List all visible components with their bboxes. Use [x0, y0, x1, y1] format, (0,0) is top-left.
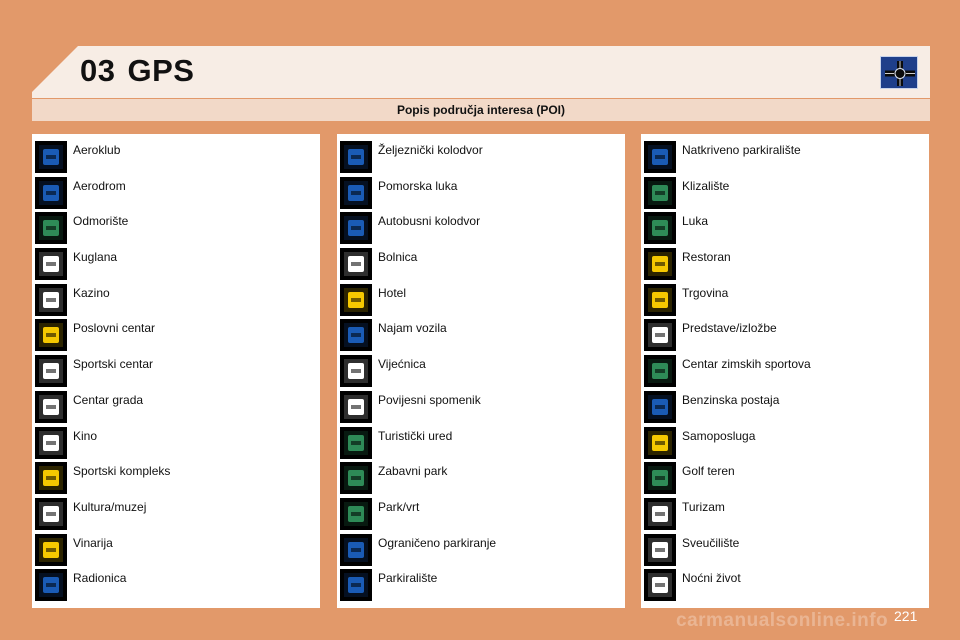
skating-icon [644, 177, 676, 209]
bus-icon [340, 212, 372, 244]
poi-item [337, 284, 625, 320]
ski-icon [644, 355, 676, 387]
chapter-heading [80, 53, 194, 89]
cards-icon [35, 284, 67, 316]
poi-item [641, 534, 929, 570]
sports-icon [35, 355, 67, 387]
bowling-icon [35, 248, 67, 280]
poi-label: Benzinska postaja [682, 392, 780, 407]
poi-label: Kultura/muzej [73, 499, 147, 514]
poi-label: Kuglana [73, 250, 118, 265]
poi-column-2 [337, 134, 625, 608]
poi-label: Radionica [73, 571, 127, 586]
poi-label: Sveučilište [682, 535, 740, 550]
poi-label: Turistički ured [378, 428, 453, 443]
poi-column-1 [32, 134, 320, 608]
parking-icon [340, 569, 372, 601]
poi-label: Vijećnica [378, 357, 426, 372]
poi-label: Samoposluga [682, 428, 756, 443]
poi-label: Predstave/izložbe [682, 321, 777, 336]
poi-label: Natkriveno parkiralište [682, 143, 801, 157]
nightlife-icon [644, 569, 676, 601]
plane-icon [35, 141, 67, 173]
poi-label: Klizalište [682, 178, 730, 193]
poi-item [32, 534, 320, 570]
poi-item [32, 427, 320, 463]
poi-item [641, 391, 929, 427]
poi-item [337, 319, 625, 355]
crossroads-icon [880, 56, 918, 89]
poi-label: Sportski centar [73, 357, 154, 372]
poi-label: Parkiralište [378, 571, 438, 586]
poi-label: Luka [682, 214, 709, 229]
poi-item [641, 498, 929, 534]
poi-label: Željeznički kolodvor [378, 143, 483, 157]
poi-label: Pomorska luka [378, 178, 458, 193]
poi-label: Centar zimskih sportova [682, 357, 811, 372]
info-icon [340, 427, 372, 459]
exhibition-icon [644, 319, 676, 351]
poi-item [32, 284, 320, 320]
hospital-icon [340, 248, 372, 280]
painting-icon [35, 498, 67, 530]
poi-item [337, 391, 625, 427]
cart-icon [644, 427, 676, 459]
poi-item [337, 534, 625, 570]
poi-label: Ograničeno parkiranje [378, 535, 497, 550]
poi-item [32, 569, 320, 605]
poi-label: Turizam [682, 499, 725, 514]
poi-item [641, 319, 929, 355]
cart-icon [644, 284, 676, 316]
poi-item [641, 141, 929, 177]
bottle-icon [35, 534, 67, 566]
camera-icon [644, 498, 676, 530]
poi-item [32, 498, 320, 534]
poi-label: Golf teren [682, 464, 735, 479]
poi-item [32, 141, 320, 177]
poi-item [337, 569, 625, 605]
poi-label: Autobusni kolodvor [378, 214, 481, 229]
poi-label: Zabavni park [378, 464, 448, 479]
watermark: carmanualsonline.info [676, 610, 889, 631]
poi-item [32, 212, 320, 248]
poi-column-3 [641, 134, 929, 608]
poi-item [641, 177, 929, 213]
poi-item [641, 569, 929, 605]
townhall-icon [340, 355, 372, 387]
poi-label: Noćni život [682, 571, 741, 586]
poi-label: Hotel [378, 285, 407, 300]
poi-item [337, 212, 625, 248]
poi-item [641, 248, 929, 284]
poi-label: Park/vrt [378, 499, 420, 514]
ship-icon [340, 177, 372, 209]
bed-icon [340, 284, 372, 316]
poi-item [32, 355, 320, 391]
anchor-icon [644, 212, 676, 244]
poi-label: Odmorište [73, 214, 129, 229]
poi-label: Poslovni centar [73, 321, 156, 336]
poi-item [337, 248, 625, 284]
chapter-title: GPS [127, 53, 195, 88]
poi-label: Kazino [73, 285, 110, 300]
poi-label: Centar grada [73, 392, 144, 407]
poi-item [32, 177, 320, 213]
poi-item [337, 355, 625, 391]
handshake-icon [35, 319, 67, 351]
poi-label: Sportski kompleks [73, 464, 171, 479]
poi-item [32, 391, 320, 427]
rest-area-icon [35, 212, 67, 244]
city-icon [35, 391, 67, 423]
parking-limited-icon [340, 534, 372, 566]
cutlery-icon [644, 248, 676, 280]
poi-label: Povijesni spomenik [378, 392, 481, 407]
film-icon [35, 427, 67, 459]
rings-icon [35, 462, 67, 494]
covered-parking-icon [644, 141, 676, 173]
park-icon [340, 498, 372, 530]
poi-label: Bolnica [378, 250, 418, 265]
golf-icon [644, 462, 676, 494]
amusement-icon [340, 462, 372, 494]
poi-item [641, 355, 929, 391]
poi-item [32, 248, 320, 284]
poi-label: Restoran [682, 250, 731, 265]
poi-item [337, 141, 625, 177]
fuel-icon [644, 391, 676, 423]
poi-item [641, 284, 929, 320]
poi-item [641, 212, 929, 248]
poi-label: Aerodrom [73, 178, 126, 193]
poi-item [337, 427, 625, 463]
university-icon [644, 534, 676, 566]
section-title: Popis područja interesa (POI) [32, 99, 930, 121]
poi-item [337, 462, 625, 498]
page-number: 221 [894, 608, 918, 624]
poi-item [641, 462, 929, 498]
poi-item [337, 177, 625, 213]
chapter-number: 03 [80, 53, 116, 88]
poi-label: Vinarija [73, 535, 113, 550]
poi-label: Aeroklub [73, 143, 121, 157]
poi-label: Trgovina [682, 285, 729, 300]
poi-item [641, 427, 929, 463]
car-rental-icon [340, 319, 372, 351]
poi-label: Najam vozila [378, 321, 447, 336]
poi-label: Kino [73, 428, 98, 443]
poi-item [32, 319, 320, 355]
poi-item [32, 462, 320, 498]
poi-item [337, 498, 625, 534]
monument-icon [340, 391, 372, 423]
wrench-icon [35, 569, 67, 601]
plane-icon [35, 177, 67, 209]
train-icon [340, 141, 372, 173]
